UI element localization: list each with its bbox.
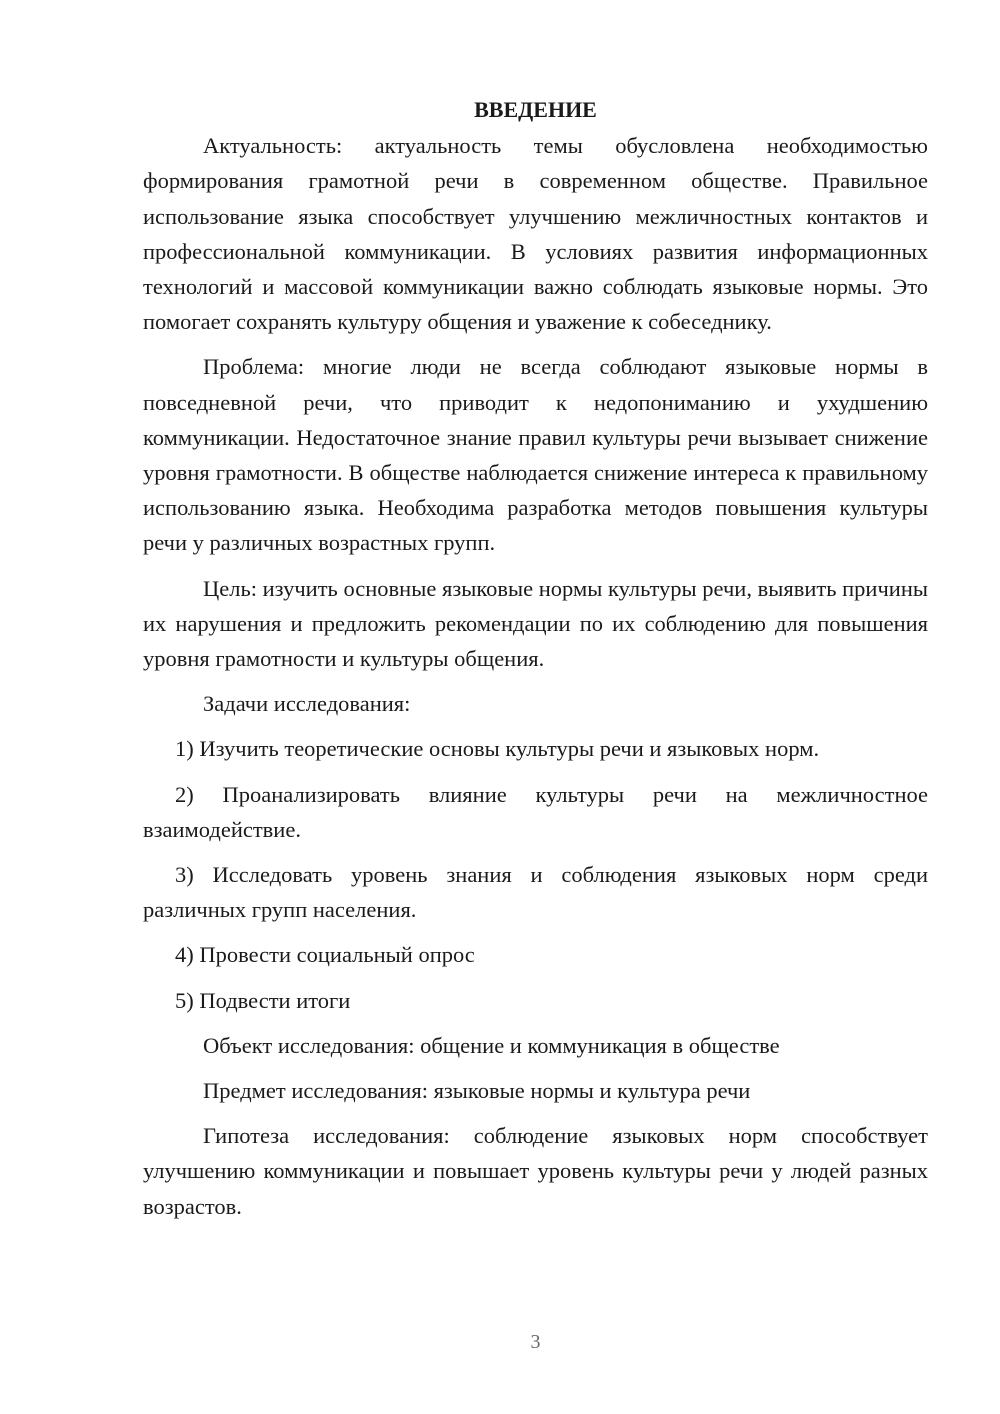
task-item-3: 3) Исследовать уровень знания и соблюдения языковых норм среди различных групп населения.: [143, 862, 928, 923]
task-item-2: 2) Проанализировать влияние культуры речи на межличностное взаимодействие.: [143, 781, 928, 842]
subject-paragraph: Предмет исследования: языковые нормы и культура речи: [203, 1078, 751, 1104]
hypothesis-paragraph: Гипотеза исследования: соблюдение языковых норм способствует улучшению коммуникации и повышает уровень культуры речи у людей разных возрастов.: [143, 1123, 928, 1219]
task-item-5: 5) Подвести итоги: [175, 987, 351, 1013]
section-heading: ВВЕДЕНИЕ: [474, 97, 597, 122]
object-paragraph: Объект исследования: общение и коммуникация в обществе: [203, 1032, 780, 1058]
problem-paragraph: Проблема: многие люди не всегда соблюдают языковые нормы в повседневной речи, что приводит к недопониманию и ухудшению коммуникации. Недостаточное знание правил культуры речи вызывает снижение уровня грамотности. В обществе наблюдается снижение интереса к правильному использованию языка. Необходима разработка методов повышения культуры речи у различных возрастных групп.: [143, 354, 928, 556]
page-number: 3: [530, 1331, 541, 1353]
task-item-4: 4) Провести социальный опрос: [175, 942, 475, 968]
task-item-1: 1) Изучить теоретические основы культуры речи и языковых норм.: [175, 736, 820, 762]
goal-paragraph: Цель: изучить основные языковые нормы культуры речи, выявить причины их нарушения и предложить рекомендации по их соблюдению для повышения уровня грамотности и культуры общения.: [143, 575, 928, 672]
document-body: [143, 92, 928, 1234]
tasks-title: Задачи исследования:: [203, 691, 411, 717]
relevance-paragraph: Актуальность: актуальность темы обусловлена необходимостью формирования грамотной речи в современном обществе. Правильное использование языка способствует улучшению межличностных контактов и профессиональной коммуникации. В условиях развития информационных технологий и массовой коммуникации важно соблюдать языковые нормы. Это помогает сохранять культуру общения и уважение к собеседнику.: [143, 133, 928, 335]
